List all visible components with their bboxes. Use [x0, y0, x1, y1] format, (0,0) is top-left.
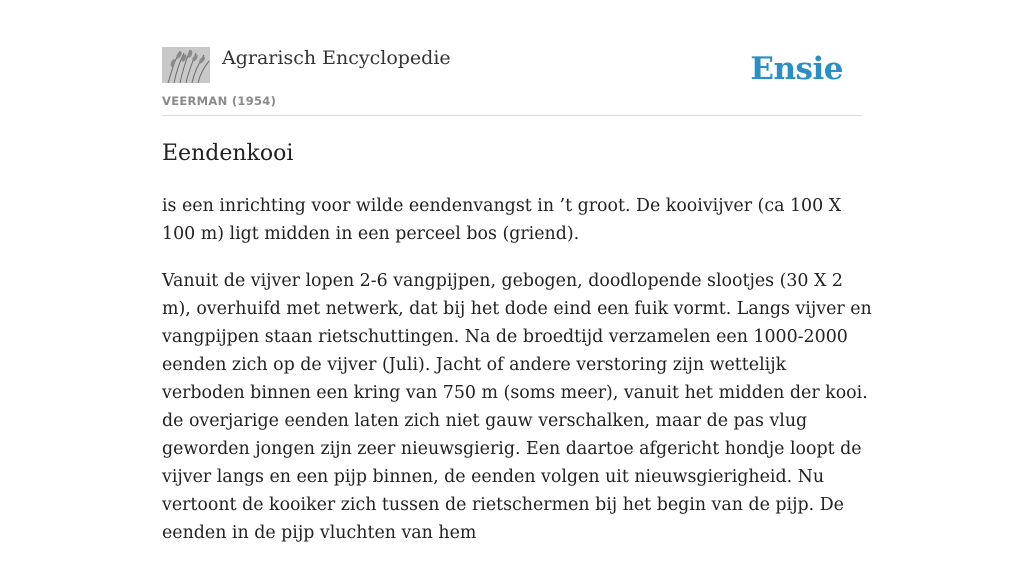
article-title: Eendenkooi [162, 141, 294, 166]
ensie-logo-link[interactable]: Ensie [750, 51, 843, 87]
book-cover-thumbnail[interactable] [162, 47, 210, 83]
article-paragraph: Vanuit de vijver lopen 2-6 vangpijpen, gebogen, doodlopende slootjes (30 X 2 m), overhuifd met netwerk, dat bij het dode eind een fuik vormt. Langs vijver en vangpijpen staan rietschuttingen. Na de broedtijd verzamelen een 1000-2000 eenden zich op de vijver (Juli). Jacht of andere verstoring zijn wettelijk verboden binnen een kring van 750 m (soms meer), vanuit het midden der kooi. de overjarige eenden laten zich niet gauw verschalken, maar de pas vlug geworden jongen zijn zeer nieuwsgierig. Een daartoe afgericht hondje loopt de vijver langs en een pijp binnen, de eenden volgen uit nieuwsgierigheid. Nu vertoont de kooiker zich tussen de rietschermen bij het begin van de pijp. De eenden in de pijp vluchten van hem [162, 271, 872, 543]
book-title-link[interactable]: Agrarisch Encyclopedie [222, 47, 451, 69]
content-column [162, 0, 872, 543]
author-year: VEERMAN (1954) [162, 94, 277, 108]
wheat-icon [162, 47, 210, 83]
header [162, 0, 862, 116]
article-body [162, 192, 872, 566]
article-paragraph: is een inrichting voor wilde eendenvangst in ’t groot. De kooivijver (ca 100 X 100 m) ligt midden in een perceel bos (griend). [162, 196, 842, 244]
